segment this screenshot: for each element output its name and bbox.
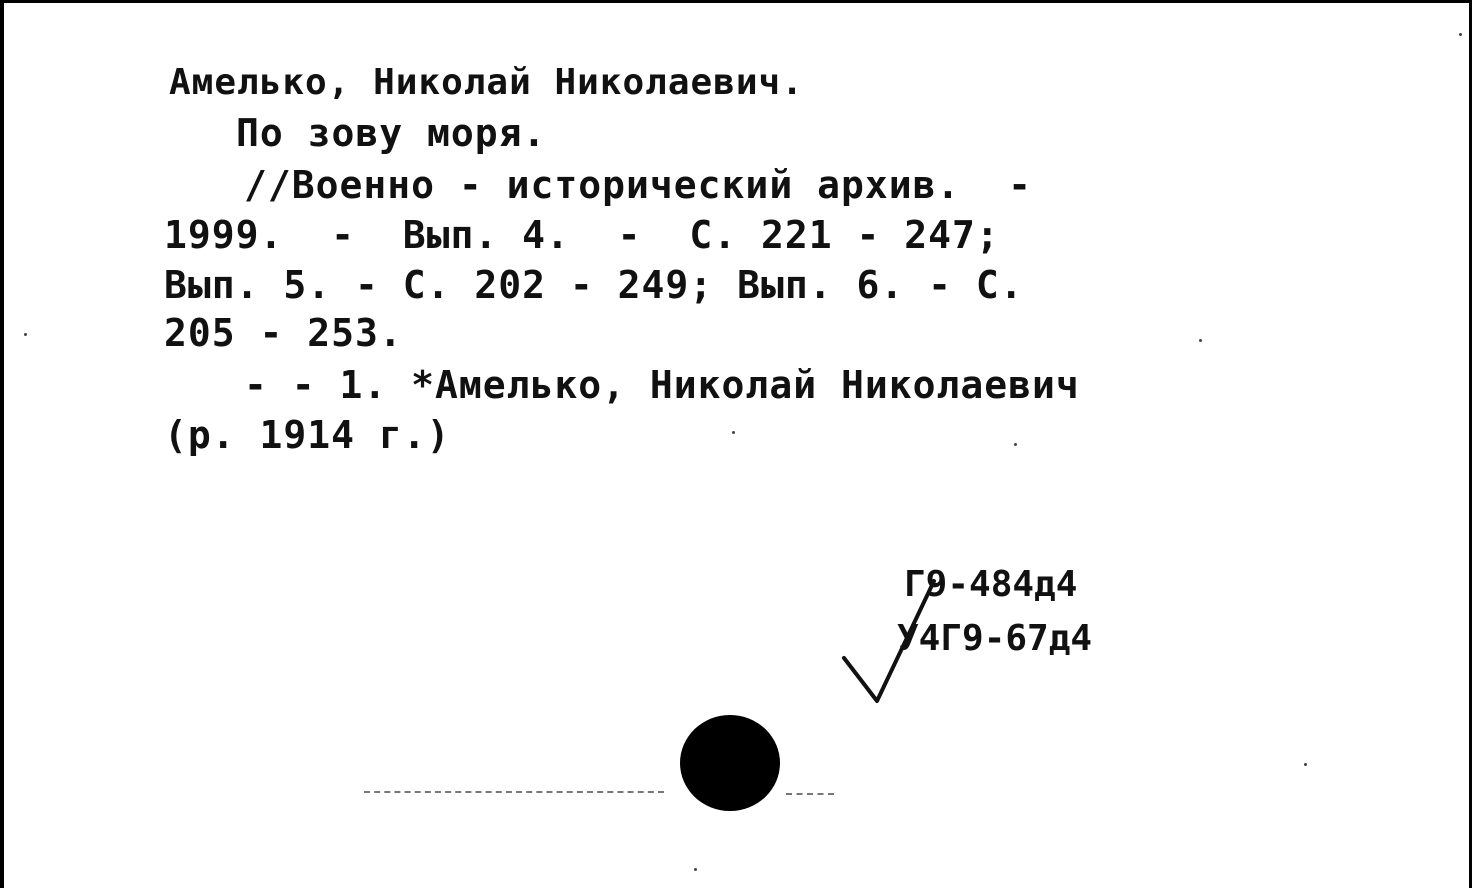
paper-speck — [1304, 763, 1307, 766]
shelf-mark-1: Г9-484д4 — [904, 564, 1078, 605]
issue-line-1: 1999. - Вып. 4. - С. 221 - 247; — [164, 213, 1000, 257]
card-rule-right — [786, 793, 834, 795]
paper-speck — [24, 333, 27, 336]
card-rule-left — [364, 791, 664, 793]
punch-hole — [680, 715, 780, 811]
paper-speck — [1014, 443, 1017, 446]
author-heading: Амелько, Николай Николаевич. — [169, 62, 804, 103]
paper-speck — [732, 431, 735, 434]
paper-speck — [1199, 339, 1202, 342]
paper-speck — [1459, 33, 1462, 36]
issue-line-2: Вып. 5. - С. 202 - 249; Вып. 6. - С. — [164, 263, 1024, 307]
paper-speck — [694, 868, 697, 871]
pages-line: 205 - 253. — [164, 311, 403, 355]
subject-heading: - - 1. *Амелько, Николай Николаевич — [244, 363, 1080, 407]
shelf-mark-2: У4Г9-67д4 — [897, 618, 1093, 659]
checkmark-icon — [839, 573, 939, 708]
work-title: По зову моря. — [236, 111, 547, 155]
source-journal: //Военно - исторический архив. - — [244, 163, 1032, 207]
subject-years: (р. 1914 г.) — [164, 413, 451, 457]
